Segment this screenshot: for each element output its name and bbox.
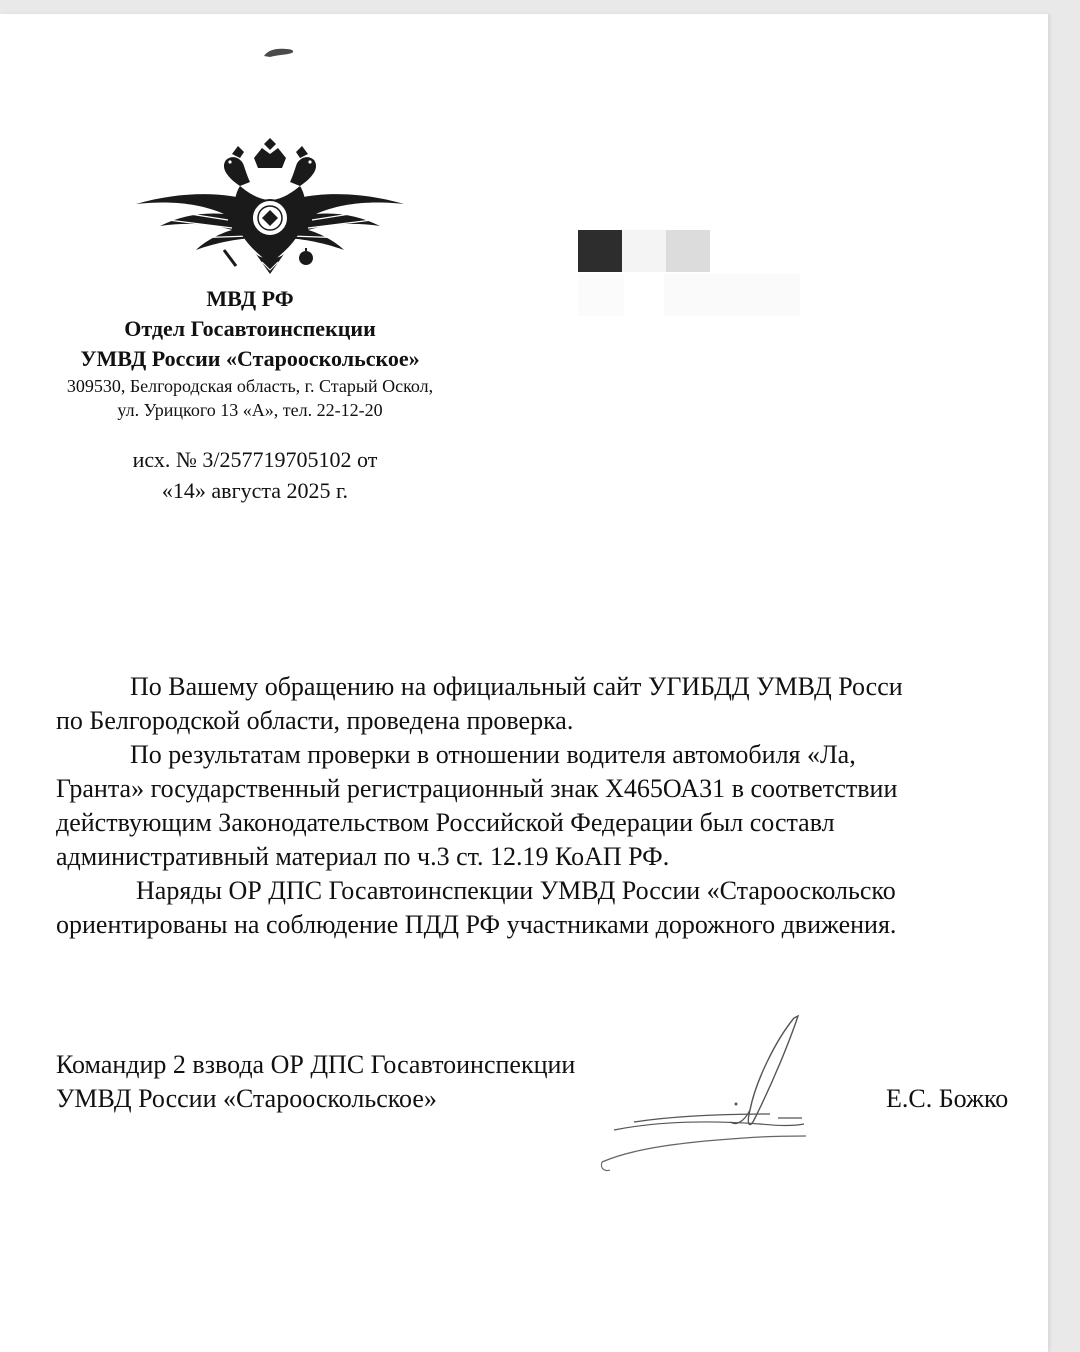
position-line: Командир 2 взвода ОР ДПС Госавтоинспекции bbox=[56, 1050, 576, 1079]
org-department-line: Отдел Госавтоинспекции bbox=[124, 316, 376, 341]
position-line: УМВД России «Старооскольское» bbox=[56, 1084, 437, 1113]
outgoing-number: исх. № 3/257719705102 от bbox=[132, 447, 378, 472]
address-line: ул. Урицкого 13 «А», тел. 22-12-20 bbox=[117, 400, 383, 420]
handwritten-signature-icon bbox=[594, 1010, 806, 1174]
outgoing-date: «14» августа 2025 г. bbox=[161, 478, 349, 503]
redaction-block bbox=[664, 274, 800, 316]
org-name-line: МВД РФ bbox=[206, 286, 294, 311]
outgoing-reference bbox=[70, 444, 440, 506]
paragraph-line: ориентированы на соблюдение ПДД РФ участниками дорожного движения. bbox=[56, 910, 897, 939]
paragraph-line: Гранта» государственный регистрационный знак Х465ОА31 в соответствии bbox=[56, 774, 898, 803]
redaction-block bbox=[578, 230, 622, 272]
letter-page bbox=[0, 14, 1048, 1352]
signatory-name: Е.С. Божко bbox=[886, 1084, 1009, 1113]
signatory-position bbox=[56, 1048, 575, 1116]
address-line: 309530, Белгородская область, г. Старый Оскол, bbox=[66, 376, 434, 396]
paragraph-line: по Белгородской области, проведена проверка. bbox=[56, 706, 574, 735]
org-division-line: УМВД России «Старооскольское» bbox=[80, 346, 420, 371]
paragraph-line: По Вашему обращению на официальный сайт УГИБДД УМВД Росси bbox=[130, 672, 903, 701]
paragraph-line: По результатам проверки в отношении водителя автомобиля «Ла, bbox=[130, 740, 856, 769]
letter-body bbox=[56, 670, 1048, 942]
redaction-block bbox=[578, 274, 624, 316]
ink-smudge-icon bbox=[262, 46, 296, 58]
paragraph-line: административный материал по ч.3 ст. 12.19 КоАП РФ. bbox=[56, 842, 670, 871]
paragraph-line: действующим Законодательством Российской Федерации был составл bbox=[56, 808, 835, 837]
paragraph-line: Наряды ОР ДПС Госавтоинспекции УМВД России «Старооскольско bbox=[136, 876, 896, 905]
redaction-block bbox=[666, 230, 710, 272]
redaction-block bbox=[622, 230, 666, 272]
letterhead bbox=[20, 284, 480, 422]
double-headed-eagle-emblem-icon bbox=[132, 138, 408, 278]
